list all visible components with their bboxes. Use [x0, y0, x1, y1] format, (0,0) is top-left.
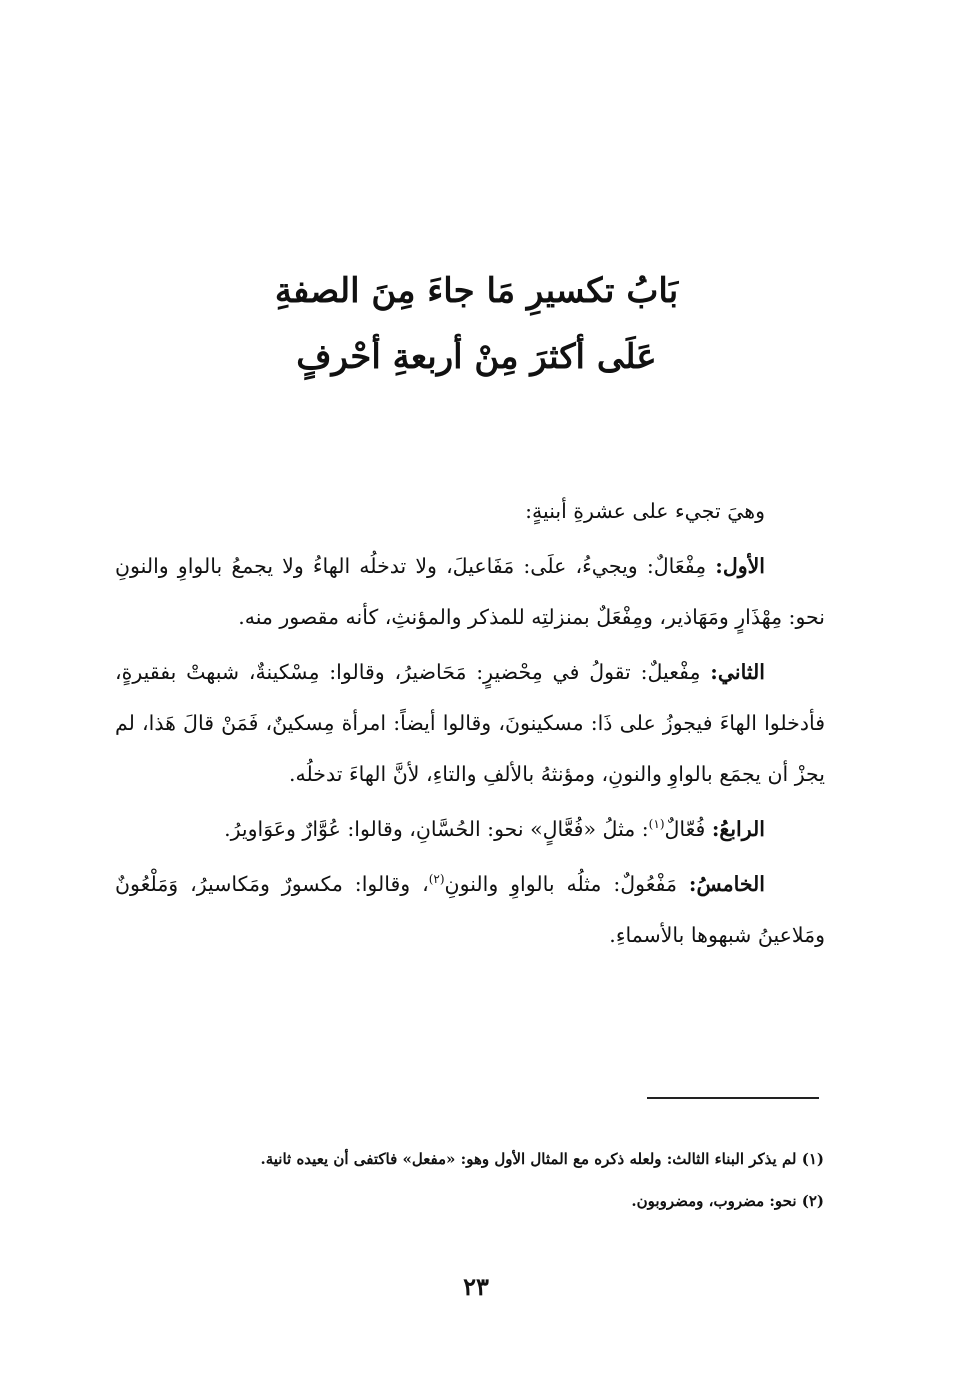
pattern-text-fourth-a: فُعّالٌ: [664, 817, 712, 841]
pattern-term-fifth: الخامسُ:: [688, 872, 765, 896]
footnotes: [128, 1142, 824, 1226]
page-number: ٢٣: [463, 1272, 489, 1301]
pattern-text-fourth-b: : مثلُ «فُعَّالٍ» نحو: الحُسَّانِ، وقالوا: عُوَّارٌ وعَوَاويرُ.: [224, 817, 649, 841]
pattern-term-first: الأول:: [715, 554, 765, 578]
footnote-1: (١) لم يذكر البناء الثالث: ولعله ذكره مع المثال الأول وهو: «مفعل» فاكتفى أن يعيده ثانية.: [260, 1150, 824, 1168]
footnote-divider: [647, 1097, 819, 1099]
pattern-text-fifth-a: مَفْعُولٌ: مثلُه بالواوِ والنونِ: [444, 872, 689, 896]
chapter-title: [120, 258, 833, 390]
chapter-title-line-2: عَلَى أكثرَ مِنْ أربعةِ أحْرفٍ: [296, 337, 657, 377]
footnote-ref-1[interactable]: (١): [648, 817, 665, 832]
footnote-2: (٢) نحو: مضروب، ومضروبون.: [631, 1192, 824, 1210]
pattern-text-fifth-b: ، وقالوا: مكسورٌ ومَكاسيرُ، وَمَلْعُونٌ ومَلاعينُ شبهوها بالأسماءِ.: [115, 872, 825, 947]
paragraph-fourth-pattern: [115, 804, 825, 855]
main-text: [115, 486, 825, 961]
paragraph-second-pattern: [115, 647, 825, 800]
intro-paragraph: وهيَ تجيء على عشرةِ أبنيةٍ:: [525, 499, 765, 523]
pattern-text-first: مِفْعَالٌ: ويجيءُ، علَى: مَفَاعيلَ، ولا تدخلُه الهاءُ ولا يجمعُ بالواوِ والنونِ نحو: مِهْذَارٍ ومَهَاذير، ومِفْعَلٌ بمنزلتِه للمذكر والمؤنثِ، كأنه مقصور منه.: [115, 554, 825, 629]
paragraph-first-pattern: [115, 541, 825, 643]
pattern-term-second: الثاني:: [710, 660, 765, 684]
footnote-ref-2[interactable]: (٢): [428, 872, 445, 887]
chapter-title-line-1: بَابُ تكسيرِ مَا جاءَ مِنَ الصفةِ: [274, 271, 679, 311]
pattern-text-second: مِفْعيلٌ: تقولُ في مِحْضيرٍ: مَحَاضيرُ، وقالوا: مِسْكينةٌ، شبهتْ بفقيرةٍ، فأدخلوا الهاءَ فيجوزُ على ذَا: مسكينونَ، وقالوا أيضاً: امرأة مِسكينٌ، فَمَنْ قالَ هَذا، لم يجزْ أن يجمَع بالواوِ والنونِ، ومؤنثهُ بالألفِ والتاءِ، لأنَّ الهاءَ تدخلُه.: [115, 660, 825, 786]
pattern-term-fourth: الرابعُ:: [711, 817, 765, 841]
paragraph-fifth-pattern: [115, 859, 825, 961]
